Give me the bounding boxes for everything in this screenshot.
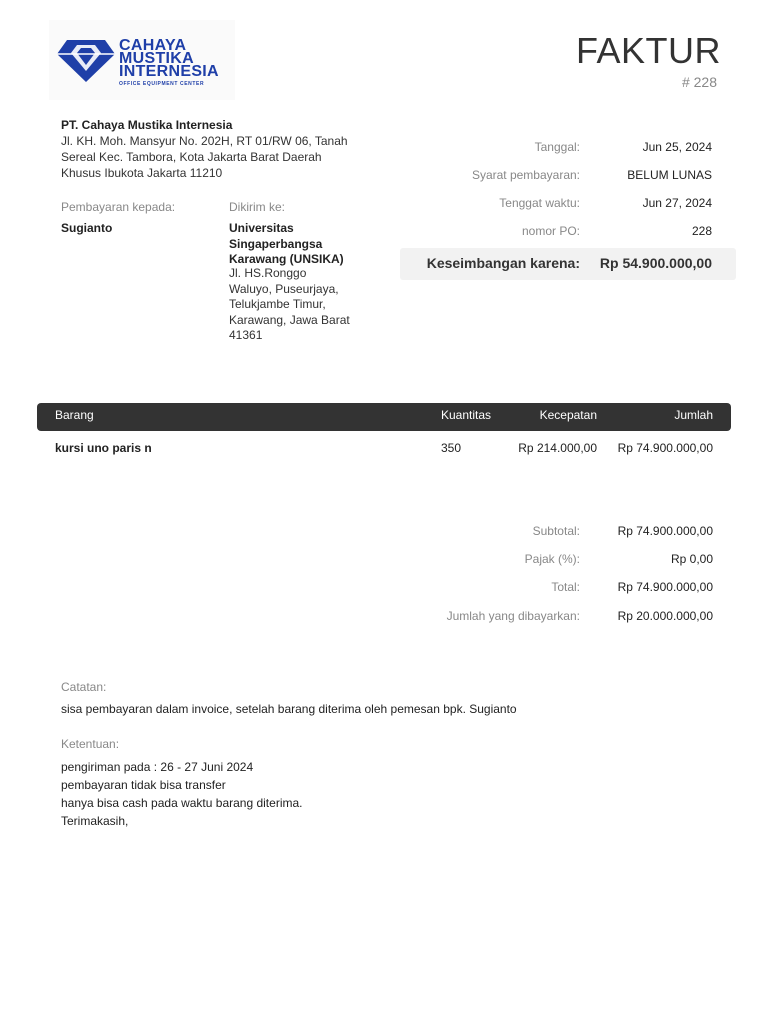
balance-due-box [400, 248, 736, 280]
item-amount: Rp 74.900.000,00 [617, 441, 713, 455]
totals-value: Rp 74.900.000,00 [617, 580, 713, 594]
meta-row-due-date [400, 196, 730, 216]
meta-value: Jun 27, 2024 [642, 196, 712, 210]
terms-text [61, 758, 302, 830]
totals-row-tax [400, 552, 730, 572]
column-header-item: Barang [55, 408, 94, 422]
terms-line: pembayaran tidak bisa transfer [61, 778, 226, 792]
ship-to-name-line: Universitas [229, 221, 294, 235]
totals-label: Pajak (%): [524, 552, 580, 566]
meta-row-date [400, 140, 730, 160]
ship-to-label: Dikirim ke: [229, 200, 285, 214]
address-line: Jl. KH. Moh. Mansyur No. 202H, RT 01/RW 06, Tanah [61, 134, 348, 148]
items-table-header [37, 403, 731, 431]
logo-tagline: OFFICE EQUIPMENT CENTER [119, 81, 205, 87]
meta-label: nomor PO: [521, 224, 580, 238]
document-title: FAKTUR [575, 30, 721, 71]
meta-label: Syarat pembayaran: [471, 168, 580, 182]
logo-line: INTERNESIA [119, 63, 219, 80]
balance-due-value: Rp 54.900.000,00 [599, 255, 712, 271]
meta-value: Jun 25, 2024 [642, 140, 712, 154]
meta-row-payment-terms [400, 168, 730, 188]
notes-label: Catatan: [61, 680, 107, 694]
company-logo [49, 20, 235, 100]
meta-label: Tenggat waktu: [499, 196, 580, 210]
totals-value: Rp 0,00 [670, 552, 713, 566]
ship-to-address-line: 41361 [229, 328, 263, 342]
bill-to-name: Sugianto [61, 221, 113, 235]
invoice-number: # 228 [681, 74, 717, 90]
item-quantity: 350 [441, 441, 462, 455]
ship-to-name [229, 221, 359, 268]
address-line: Khusus Ibukota Jakarta 11210 [61, 166, 223, 180]
diamond-logo-icon [57, 38, 115, 82]
terms-label: Ketentuan: [61, 737, 120, 751]
column-header-quantity: Kuantitas [441, 408, 492, 422]
item-rate: Rp 214.000,00 [518, 441, 597, 455]
totals-row-total [400, 580, 730, 600]
table-row [37, 440, 731, 460]
address-line: Sereal Kec. Tambora, Kota Jakarta Barat Daerah [61, 150, 322, 164]
logo-wordmark [119, 39, 219, 78]
ship-to-address-line: Jl. HS.Ronggo [229, 266, 307, 280]
column-header-amount: Jumlah [674, 408, 713, 422]
ship-to-address-line: Telukjambe Timur, [229, 297, 326, 311]
terms-line: Terimakasih, [61, 814, 129, 828]
logo-line: MUSTIKA [119, 50, 194, 67]
ship-to-address-line: Waluyo, Puseurjaya, [229, 281, 339, 296]
company-name: PT. Cahaya Mustika Internesia [61, 118, 233, 132]
ship-to-name-line: Karawang (UNSIKA) [229, 252, 344, 266]
company-address [61, 133, 361, 181]
terms-line: hanya bisa cash pada waktu barang diterima. [61, 796, 303, 810]
meta-label: Tanggal: [534, 140, 580, 154]
totals-label: Subtotal: [532, 524, 580, 538]
totals-row-amount-paid [400, 609, 730, 629]
ship-to-address [229, 266, 369, 344]
meta-value: 228 [691, 224, 712, 238]
totals-label: Total: [551, 580, 580, 594]
column-header-rate: Kecepatan [539, 408, 597, 422]
totals-row-subtotal [400, 524, 730, 544]
totals-value: Rp 74.900.000,00 [617, 524, 713, 538]
logo-line: CAHAYA [119, 37, 187, 54]
ship-to-address-line: Karawang, Jawa Barat [229, 312, 350, 327]
ship-to-name-line: Singaperbangsa [229, 236, 323, 251]
meta-value: BELUM LUNAS [627, 168, 712, 182]
totals-label: Jumlah yang dibayarkan: [446, 609, 580, 623]
notes-text: sisa pembayaran dalam invoice, setelah barang diterima oleh pemesan bpk. Sugianto [61, 702, 517, 716]
totals-value: Rp 20.000.000,00 [617, 609, 713, 623]
terms-line: pengiriman pada : 26 - 27 Juni 2024 [61, 760, 254, 774]
item-name: kursi uno paris n [55, 441, 152, 455]
meta-row-po-number [400, 224, 730, 244]
bill-to-label: Pembayaran kepada: [61, 200, 176, 214]
balance-due-label: Keseimbangan karena: [426, 255, 580, 271]
